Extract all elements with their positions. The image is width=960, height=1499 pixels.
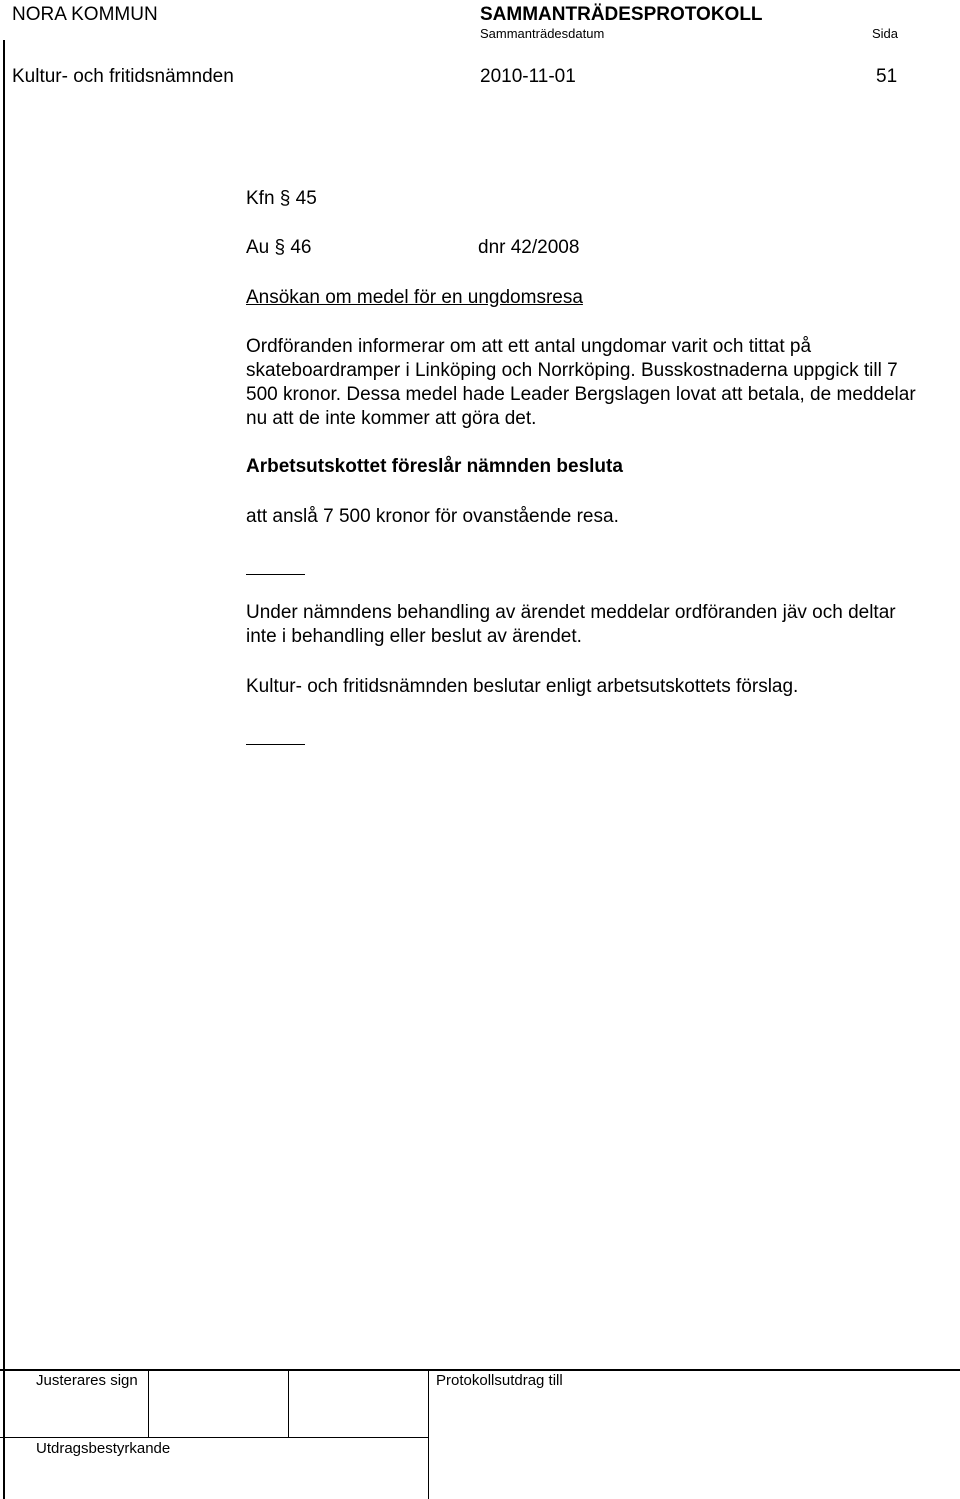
section-divider (246, 744, 305, 745)
au-paragraph-row (246, 236, 936, 260)
meeting-date: 2010-11-01 (480, 66, 576, 87)
footer-cell-divider (148, 1370, 149, 1438)
meeting-date-label: Sammanträdesdatum (480, 26, 605, 41)
decision-text: Kultur- och fritidsnämnden beslutar enligt arbetsutskottets förslag. (246, 676, 799, 697)
conflict-of-interest-note: Under nämndens behandling av ärendet meddelar ordföranden jäv och deltar inte i behandling eller beslut av ärendet. (246, 602, 896, 647)
protokoll-utdrag-label: Protokollsutdrag till (436, 1372, 563, 1389)
footer-top-rule (0, 1369, 960, 1371)
proposal-heading: Arbetsutskottet föreslår nämnden besluta (246, 456, 623, 477)
page-number: 51 (876, 66, 898, 87)
document-type-title: SAMMANTRÄDESPROTOKOLL (480, 4, 763, 25)
item-subject: Ansökan om medel för en ungdomsresa (246, 287, 583, 308)
section-divider (246, 574, 305, 575)
justerare-sign-label: Justerares sign (36, 1372, 138, 1389)
proposal-text: att anslå 7 500 kronor för ovanstående resa. (246, 506, 619, 527)
footer-cell-divider (428, 1370, 429, 1499)
item-body-text: Ordföranden informerar om att ett antal ungdomar varit och tittat på skateboardramper i Linköping och Norrköping. Busskostnaderna uppgick till 7 500 kronor. Dessa medel hade Leader Bergslagen lovat att betala, de meddelar nu att de inte kommer att göra det. (246, 336, 916, 429)
utdragsbestyrkande-label: Utdragsbestyrkande (36, 1440, 171, 1457)
au-paragraph-ref: Au § 46 (246, 237, 312, 258)
kfn-paragraph-ref: Kfn § 45 (246, 188, 317, 209)
footer-cell-divider (288, 1370, 289, 1438)
left-margin-rule (3, 40, 5, 1499)
diary-number: dnr 42/2008 (478, 237, 580, 258)
footer-mid-rule (0, 1437, 428, 1438)
committee-name: Kultur- och fritidsnämnden (12, 66, 234, 87)
page-label: Sida (872, 26, 899, 41)
organization-name: NORA KOMMUN (12, 4, 158, 25)
